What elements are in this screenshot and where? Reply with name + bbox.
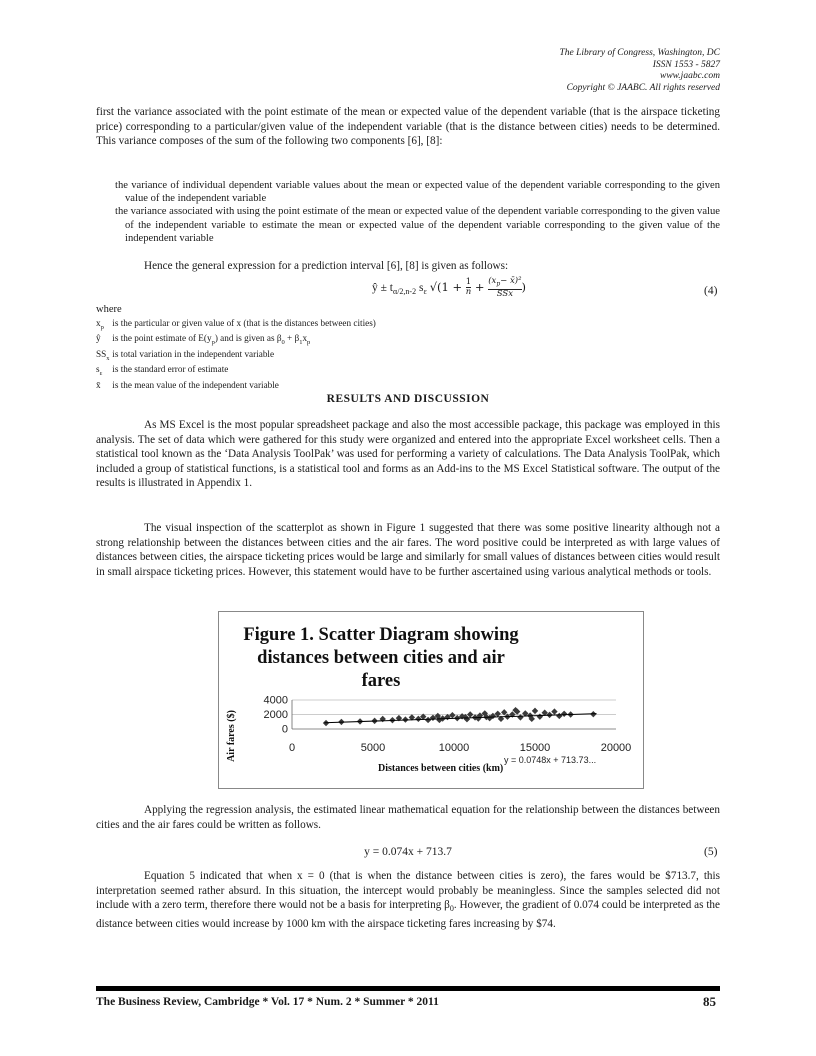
y-tick-label: 2000 [263,709,288,721]
x-axis-label: Distances between cities (km) [378,763,504,774]
formula-t-subscript: α/2,n-2 [393,287,417,297]
header-line-4: Copyright © JAABC. All rights reserved [566,82,720,93]
paragraph-regression: Applying the regression analysis, the estimated linear mathematical equation for the relationship between the distances between cities and the air fares could be written as follows. [96,804,720,831]
x-tick-label: 5000 [360,742,386,754]
formula-4-number: (4) [704,285,718,297]
bullet-item-2: the variance associated with using the point estimate of the mean or expected value of the dependent variable corresponding to the given value of the independent variable to estimate the mean or expected value of the dependent variable corresponding to the given value of the independent variable [115,206,720,244]
header-line-3: www.jaabc.com [660,71,720,81]
footer-journal: The Business Review, Cambridge * Vol. 17 * Num. 2 * Summer * 2011 [96,996,439,1008]
x-tick-label: 10000 [438,742,470,754]
footer-rule [96,986,720,991]
paragraph-interpretation: Equation 5 indicated that when x = 0 (that is when the distance between cities is zero), the fares would be $713.7, this interpretation seemed rather absurd. In this situation, the intercept would probably be meaningless. Since the samples selected did not include with a zero term, therefore there would not be a basis for interpreting $\beta_0$. However, the gradient of 0.074 could be interpreted as the distance between cities would increase by 1000 km with the airspace ticketing fares increasing by $74. [96,870,720,931]
bullet-item-1: the variance of individual dependent variable values about the mean or expected value of the dependent variable corresponding to the given value of the independent variable [115,180,720,205]
y-tick-label: 0 [281,723,288,736]
section-heading: RESULTS AND DISCUSSION [326,393,490,405]
equation-5: y = 0.074x + 713.7 [364,846,452,858]
journal-header [559,48,720,94]
formula-se-subscript: ε [423,287,427,297]
y-axis-label: Air fares ($) [226,710,237,762]
paragraph-variance-intro: first the variance associated with the point estimate of the mean or expected value of the dependent variable (that is the airspace ticketing price) corresponding to a particular/given value of the independent variable (that is the distance between cities) needs to be determined. This variance composes of the sum of the following two components [6], [8]: [96,106,720,148]
variable-definitions [96,318,376,391]
formula-4 [372,277,526,299]
where-label: where [96,304,122,315]
paragraph-prediction-interval: Hence the general expression for a prediction interval [6], [8] is given as follows: [144,260,509,272]
bullet-list [115,179,720,245]
var-ssx: $SS_x$ is total variation in the independent variable [96,348,275,362]
var-xbar: x̄ is the mean value of the independent variable [96,379,279,390]
formula-sqrt-term: √(1 + $\frac{1}{n}$ + ($x_p-$ x̄)² SSx ) [429,276,527,299]
header-line-1: The Library of Congress, Washington, DC [559,48,720,58]
var-xp: $x_p$ is the particular or given value of x (that is the distances between cities) [96,318,376,331]
y-tick-label: 4000 [263,694,288,707]
figure-title-line-1: Figure 1. Scatter Diagram showing [243,625,519,645]
page-number: 85 [703,994,716,1009]
header-line-2: ISSN 1553 - 5827 [652,59,720,70]
paragraph-visual-inspection: The visual inspection of the scatterplot as shown in Figure 1 suggested that there was some positive linearity although not a strong relationship between the distances between cities and the air fares. The word positive could be interpreted as with large values of distances between cities, the airspace ticketing prices would be large and similarly for small values of distances between cities would result in small airspace ticketing prices. However, this statement would have to be further ascertained using various analytical methods or tools. [96,522,720,578]
trendline-equation: y = 0.0748x + 713.73... [504,755,597,765]
figure-title-line-3: fares [361,671,401,691]
formula-se: s [418,281,424,294]
x-tick-label: 20000 [600,742,632,754]
formula-lhs: ŷ ± t [372,281,394,294]
paragraph-ms-excel: As MS Excel is the most popular spreadsheet package and also the most accessible package, this package was employed in this analysis. The set of data which were gathered for this study were organized and entered into the appropriate Excel worksheet cells. Then a statistical tool known as the ‘Data Analysis ToolPak’ was used for performing a variety of calculations. The Data Analysis ToolPak, which included a group of statistical functions, is a statistical tool and forms as an Add-ins to the MS Excel Statistical software. The output of the results is illustrated in Appendix 1. [96,419,720,490]
figure-title-line-2: distances between cities and air [257,648,505,668]
var-yhat: ŷ is the point estimate of $E(y_p)$ and is given as $\beta_0 + \beta_1x_p$ [96,333,311,347]
x-tick-label: 15000 [519,742,551,754]
x-tick-label: 0 [288,742,296,754]
var-se: $s_\varepsilon$ is the standard error of estimate [96,364,229,378]
equation-5-number: (5) [704,846,718,858]
scatter-figure [218,611,644,789]
